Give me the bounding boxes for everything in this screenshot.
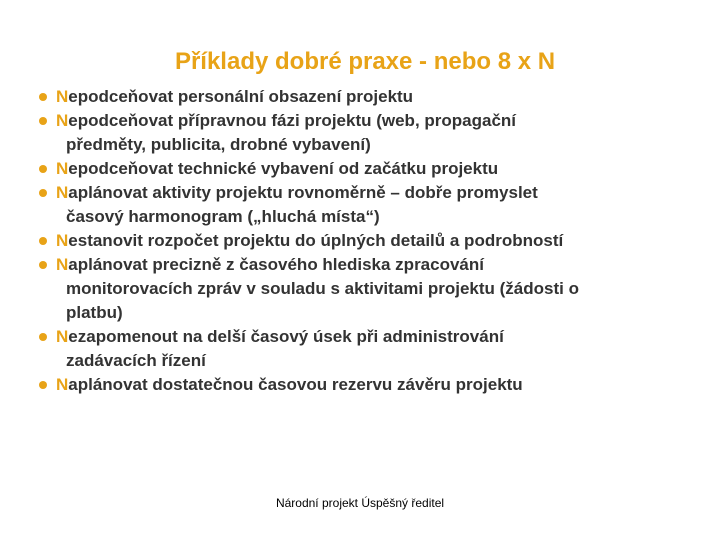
bullet-item: [38, 229, 710, 253]
bullet-item: [38, 109, 710, 157]
bullet-initial: N: [56, 375, 69, 394]
bullet-text-line-3: platbu): [66, 303, 123, 322]
bullet-text-line-1: estanovit rozpočet projektu do úplných detailů a podrobností: [68, 231, 564, 250]
bullet-text-line-1: epodceňovat personální obsazení projektu: [68, 87, 414, 106]
bullet-text-line-1: epodceňovat přípravnou fázi projektu (web, propagační: [68, 111, 517, 130]
bullet-text-line-1: aplánovat precizně z časového hlediska zpracování: [68, 255, 484, 274]
bullet-text-line-2: zadávacích řízení: [66, 351, 206, 370]
bullet-item: [38, 373, 710, 397]
bullet-marker-icon: [39, 381, 47, 389]
bullet-marker-icon: [39, 117, 47, 125]
bullet-initial: N: [56, 87, 69, 106]
bullet-text-line-2: monitorovacích zpráv v souladu s aktivitami projektu (žádosti o: [66, 279, 579, 298]
bullet-marker-icon: [39, 93, 47, 101]
bullet-item: [38, 85, 710, 109]
bullet-initial: N: [56, 111, 69, 130]
bullet-initial: N: [56, 159, 69, 178]
bullet-initial: N: [56, 183, 69, 202]
bullet-marker-icon: [39, 261, 47, 269]
bullet-initial: N: [56, 255, 69, 274]
bullet-text-line-2: časový harmonogram („hluchá místa“): [66, 207, 380, 226]
bullet-item: [38, 325, 710, 373]
bullet-text-line-2: předměty, publicita, drobné vybavení): [66, 135, 371, 154]
bullet-list: [38, 85, 710, 397]
footer-text: Národní projekt Úspěšný ředitel: [275, 496, 445, 510]
bullet-marker-icon: [39, 165, 47, 173]
bullet-item: [38, 253, 710, 325]
bullet-item: [38, 181, 710, 229]
bullet-marker-icon: [39, 333, 47, 341]
bullet-marker-icon: [39, 189, 47, 197]
bullet-text-line-1: epodceňovat technické vybavení od začátku projektu: [68, 159, 499, 178]
bullet-marker-icon: [39, 237, 47, 245]
bullet-initial: N: [56, 231, 69, 250]
bullet-text-line-1: aplánovat dostatečnou časovou rezervu závěru projektu: [68, 375, 523, 394]
bullet-item: [38, 157, 710, 181]
bullet-text-line-1: ezapomenout na delší časový úsek při administrování: [68, 327, 504, 346]
bullet-text-line-1: aplánovat aktivity projektu rovnoměrně – dobře promyslet: [68, 183, 538, 202]
slide-title: Příklady dobré praxe - nebo 8 x N: [174, 48, 556, 75]
bullet-initial: N: [56, 327, 69, 346]
